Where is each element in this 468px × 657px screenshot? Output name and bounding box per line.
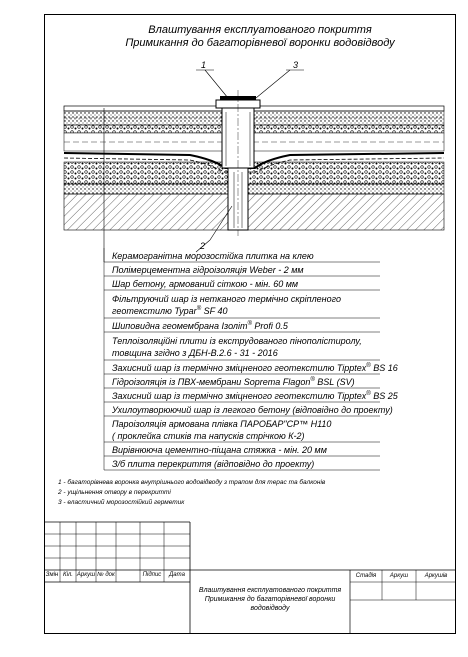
footnote-2: 2 - ущільнення отвору в перекритті bbox=[58, 489, 171, 496]
footnote-3: 3 - еластичний морозостійкий герметик bbox=[58, 499, 185, 506]
layer-label-8: Захисний шар із термічно зміцненого геотекстилю Tipptex® BS 16 bbox=[112, 363, 398, 373]
layer-label-14: Вирівнююча цементно-піщана стяжка - мін. 20 мм bbox=[112, 445, 327, 455]
title-line-1: Влаштування експлуатованого покриття bbox=[148, 24, 372, 36]
stamp-description-line-3: водовідводу bbox=[250, 605, 290, 612]
layer-label-4: геотекстилю Typar® SF 40 bbox=[112, 306, 228, 316]
stamp-col-data: Дата bbox=[169, 572, 185, 578]
layer-label-12: Пароізоляція армована плівка ПАРОБАР"СР™ Н110 bbox=[112, 419, 332, 429]
callout-3: 3 bbox=[293, 60, 299, 70]
stamp-description-line-1: Влаштування експлуатованого покриття bbox=[198, 587, 342, 594]
layer-label-9: Гідроізоляція із ПВХ-мембрани Soprema Flagon® BSL (SV) bbox=[112, 377, 355, 387]
layer-label-11: Ухилоутворюючий шар із легкого бетону (відповідно до проекту) bbox=[112, 405, 393, 415]
layer-slab bbox=[64, 194, 444, 230]
stamp-arkushiv: Аркушів bbox=[424, 573, 448, 579]
stamp-col-arkush: Аркуш bbox=[76, 572, 96, 578]
stamp-description bbox=[192, 586, 348, 613]
stamp-description-line-2: Примикання до багаторівневої воронки bbox=[204, 596, 336, 603]
layer-label-2: Шар бетону, армований сіткою - мін. 60 мм bbox=[112, 279, 299, 289]
stamp-stadia: Стадія bbox=[355, 573, 377, 579]
layer-label-0: Керамогранітна морозостійка плитка на клею bbox=[112, 251, 314, 261]
layer-label-15: З/б плита перекриття (відповідно до проекту) bbox=[112, 459, 315, 469]
layer-label-7: товщина згідно з ДБН-В.2.6 - 31 - 2016 bbox=[112, 348, 278, 358]
stamp-arkush: Аркуш bbox=[389, 573, 409, 579]
layer-label-1: Полімерцементна гідроізоляція Weber - 2 мм bbox=[112, 265, 304, 275]
stamp-col-pidpys: Підпис bbox=[142, 572, 162, 578]
layer-label-3: Фільтруючий шар із нетканого термічно скріпленого bbox=[112, 294, 341, 304]
stamp-col-ndok: № док bbox=[97, 572, 115, 578]
layer-label-10: Захисний шар із термічно зміцненого геотекстилю Tipptex® BS 25 bbox=[112, 391, 398, 401]
footnotes bbox=[58, 478, 325, 508]
layer-screed bbox=[64, 184, 444, 194]
layer-label-5: Шиповидна геомембрана Ізоліт® Profi 0.5 bbox=[112, 321, 288, 331]
callout-2: 2 bbox=[200, 241, 206, 251]
title-line-2: Примикання до багаторівневої воронки водовідводу bbox=[125, 37, 395, 49]
layer-label-13: ( проклейка стиків та напусків стрічкою К-2) bbox=[112, 431, 305, 441]
stamp-col-kil: Кіл. bbox=[63, 572, 73, 578]
callout-1: 1 bbox=[201, 60, 207, 70]
footnote-1: 1 - багаторівнева воронка внутрішнього водовідводу з трапом для терас та балконів bbox=[58, 479, 326, 486]
stamp-col-zmin: Змін bbox=[45, 572, 59, 578]
layer-label-6: Теплоізоляційні плити із екструдованого пінополістиролу, bbox=[112, 336, 362, 346]
